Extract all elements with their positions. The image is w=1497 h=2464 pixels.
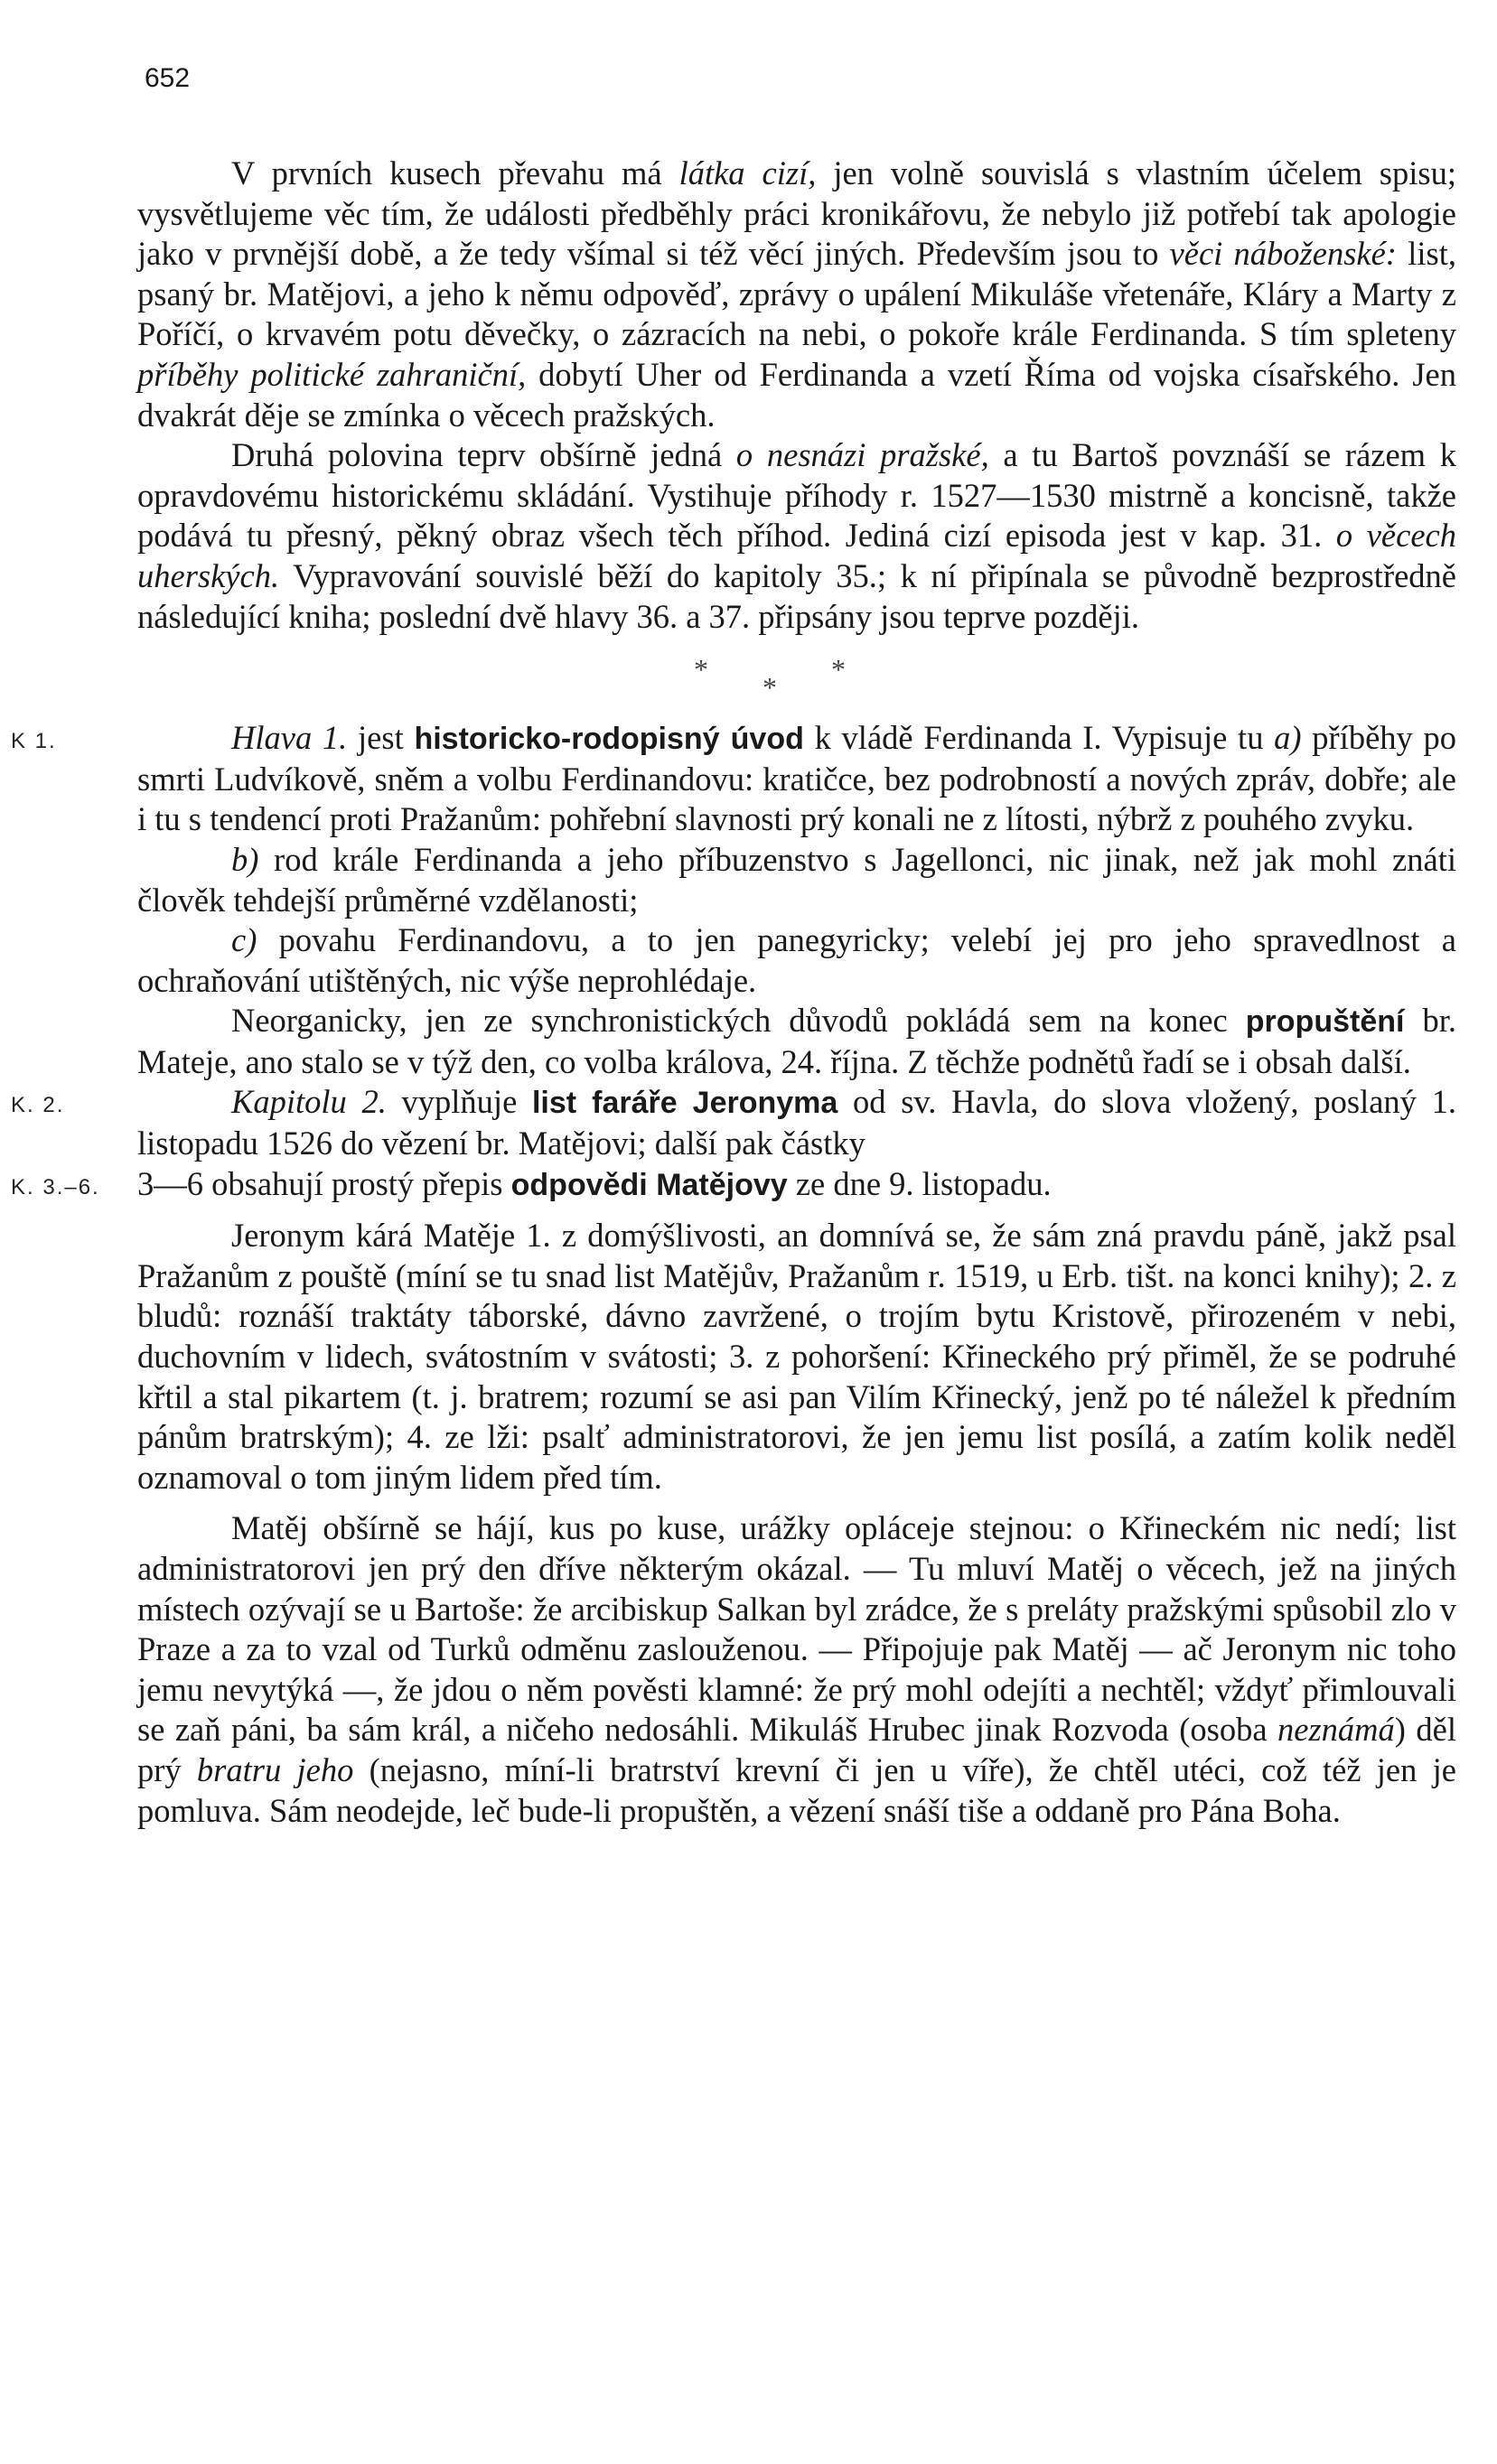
italic-text: c) xyxy=(231,921,257,959)
paragraph-4 xyxy=(137,840,1456,920)
page-number: 652 xyxy=(145,63,191,93)
italic-text: Hlava 1. xyxy=(231,719,348,757)
italic-text: o věcech uherských. xyxy=(137,517,1456,594)
paragraph-9 xyxy=(137,1216,1456,1498)
text-run: jest xyxy=(347,719,415,757)
text-run: jen volně souvislá s vlastním účelem spisu; vysvětlujeme věc tím, že události předběhly práci kronikářovu, že nebylo již potřebí tak apologie jako v prvnější době, a že tedy všímal si též věcí jiných. Především jsou to xyxy=(137,154,1457,273)
spacer xyxy=(137,1205,1456,1216)
paragraph-5 xyxy=(137,920,1456,1001)
text-run: od sv. Havla, do slova vložený, poslaný 1. listopadu 1526 do vězení br. Matějovi; další pak částky xyxy=(137,1083,1456,1162)
text-run: k vládě Ferdinanda I. Vypisuje tu xyxy=(803,719,1275,757)
italic-text: věci náboženské: xyxy=(1169,235,1397,273)
bold-text: historicko-rodopisný úvod xyxy=(414,722,804,757)
star: * xyxy=(763,671,831,705)
text-run: a tu Bartoš povznáší se rázem k opravdovému historickému skládání. Vystihuje příhody r. 1527—1530 mistrně a koncisně, takže podává tu přesný, pěkný obraz všech těch příhod. Jediná cizí episoda jest v kap. 31. xyxy=(137,436,1457,555)
italic-text: neznámá xyxy=(1277,1711,1395,1749)
paragraph-1 xyxy=(137,154,1456,435)
text-run: br. Mateje, ano stalo se v týž den, co volba králova, 24. října. Z těchže podnětů řadí se i obsah další. xyxy=(137,1002,1456,1080)
margin-label-k3-6: K. 3.–6. xyxy=(11,1174,100,1199)
text-run: povahu Ferdinandovu, a to jen panegyricky; velebí jej pro jeho spravedlnost a ochraňování utištěných, nic výše neprohlédaje. xyxy=(137,921,1456,999)
text-run: Matěj obšírně se hájí, kus po kuse, urážky opláceje stejnou: o Křineckém nic nedí; list administratorovi jen prý den dříve některým okázal. — Tu mluví Matěj o věcech, jež na jiných místech ozývají se u Bartoše: že arcibiskup Salkan byl zrádce, že s preláty pražskými spůsobil zlo v Praze a za to vzal od Turků odměnu zaslouženou. — Připojuje pak Matěj — ač Jeronym nic toho jemu nevytýká —, že jdou o něm pověsti klamné: že prý mohl odejíti a nechtěl; vždyť přimlouvali se zaň páni, ba sám král, a ničeho nedosáhli. Mikuláš Hrubec jinak Rozvoda (osoba xyxy=(137,1509,1456,1749)
text-run: V prvních kusech převahu má xyxy=(231,154,679,191)
italic-text: b) xyxy=(231,840,259,878)
italic-text: látka cizí, xyxy=(678,154,817,191)
text-run: Druhá polovina teprv obšírně jedná xyxy=(231,436,736,474)
paragraph-10 xyxy=(137,1508,1456,1831)
text-run: ) děl prý xyxy=(137,1711,1456,1788)
spacer xyxy=(137,1498,1456,1508)
italic-text: Kapitolu 2. xyxy=(231,1083,387,1121)
italic-text: příběhy politické zahraniční, xyxy=(137,355,527,393)
paragraph-2 xyxy=(137,435,1456,637)
paragraph-6 xyxy=(137,1001,1456,1082)
text-run: příběhy po smrti Ludvíkově, sněm a volbu Ferdinandovu: kratičce, bez podrobností a nových zpráv, dobře; ale i tu s tendencí proti Pražanům: pohřební slavnosti prý konali ne z lítosti, nýbrž z pouhého zvyku. xyxy=(137,719,1457,838)
text-run: (nejasno, míní-li bratrství krevní či jen u víře), že chtěl utéci, což též jen je pomluva. Sám neodejde, leč bude-li propuštěn, a vězení snáší tiše a oddaně pro Pána Boha. xyxy=(137,1750,1456,1829)
italic-text: o nesnázi pražské, xyxy=(735,436,989,474)
italic-text: bratru jeho xyxy=(196,1750,354,1788)
margin-label-k1: K 1. xyxy=(11,729,57,754)
text-run: rod krále Ferdinanda a jeho příbuzenstvo s Jagellonci, nic jinak, než jak mohl znáti člověk tehdejší průměrné vzdělanosti; xyxy=(137,840,1456,919)
body-text xyxy=(11,154,1457,1831)
text-run: 3—6 obsahují prostý přepis xyxy=(137,1164,511,1202)
paragraph-3 xyxy=(11,718,1457,840)
bold-text: odpovědi Matějovy xyxy=(510,1167,788,1202)
bold-text: list faráře Jeronyma xyxy=(531,1086,838,1121)
paragraph-8 xyxy=(11,1164,1456,1206)
text-run: list, psaný br. Matějovi, a jeho k němu odpověď, zprávy o upálení Mikuláše vřetenáře, Kláry a Marty z Poříčí, o krvavém potu děvečky, o zázracích na nebi, o pokoře krále Ferdinanda. S tím spleteny xyxy=(137,235,1456,353)
text-run: ze dne 9. listopadu. xyxy=(787,1164,1052,1202)
text-run: vyplňuje xyxy=(386,1083,532,1121)
star: * xyxy=(694,653,763,686)
text-run: Vypravování souvislé běží do kapitoly 35.; k ní připínala se původně bezprostředně následující kniha; poslední dvě hlavy 36. a 37. připsány jsou teprve později. xyxy=(137,556,1456,635)
text-run: Jeronym kárá Matěje 1. z domýšlivosti, an domnívá se, že sám zná pravdu páně, jakž psal Pražanům z pouště (míní se tu snad list Matějův, Pražanům r. 1519, u Erb. tišt. na konci knihy); 2. z bludů: roznáší traktáty táborské, dávno zavržené, o trojím bytu Kristově, přirozeném v nebi, duchovním v lidech, svátostním v svátosti; 3. z pohoršení: Křineckého prý přiměl, že se podruhé křtil a stal pikartem (t. j. bratrem; rozumí se asi pan Vilím Křinecký, jenž po té náležel k předním pánům bratrským); 4. ze lži: psalť administratorovi, že jen jemu list posílá, a zatím kolik neděl oznamoval o tom jiným lidem před tím. xyxy=(137,1217,1456,1496)
section-divider-stars xyxy=(137,651,1456,705)
italic-text: a) xyxy=(1274,719,1302,757)
text-run: Neorganicky, jen ze synchronistických důvodů pokládá sem na konec xyxy=(231,1002,1246,1040)
bold-text: propuštění xyxy=(1245,1004,1405,1040)
text-run: dobytí Uher od Ferdinanda a vzetí Říma od vojska císařského. Jen dvakrát děje se zmínka o věcech pražských. xyxy=(137,355,1456,434)
paragraph-7 xyxy=(11,1082,1456,1163)
star: * xyxy=(831,653,900,686)
margin-label-k2: K. 2. xyxy=(11,1093,65,1118)
